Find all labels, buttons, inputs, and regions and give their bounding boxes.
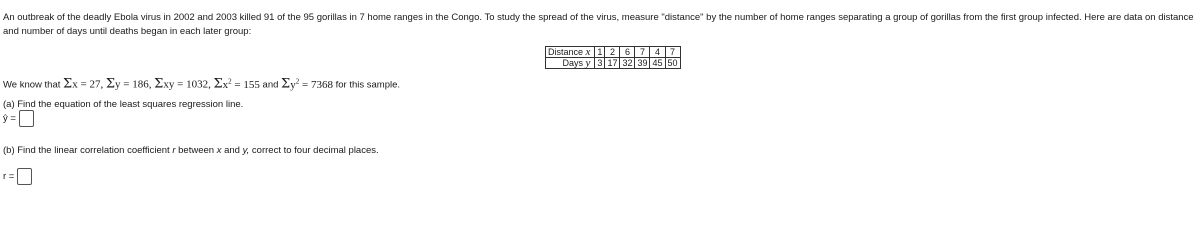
- distance-cell: 4: [650, 47, 665, 58]
- x-squared-value: = 155: [234, 78, 260, 91]
- sum-x-squared: $x^2 = 155$: [222, 77, 260, 91]
- y-squared-value: = 7368: [301, 78, 333, 91]
- y-variable: y,: [242, 145, 250, 156]
- intro-text-end: " by the number of home ranges separating a group of gorillas from the first group infected. Here are data on distance and number of days until deaths began in each later group:: [3, 12, 1194, 37]
- part-a-question: (a) Find the equation of the least squares regression line.: [3, 99, 244, 110]
- y-hat-label: ŷ =: [3, 113, 16, 124]
- intro-text-start: An outbreak of the deadly Ebola virus in 2002 and 2003 killed 91 of the 95 gorillas in 7 home ranges in the Congo. To study the spread of the virus, measure ": [3, 12, 665, 23]
- r-variable: r: [172, 145, 176, 156]
- distance-cell: 7: [665, 47, 680, 58]
- data-table: [545, 46, 681, 69]
- x-variable: x: [585, 46, 591, 58]
- distance-row: [546, 47, 681, 58]
- sigma-symbol: Σ: [281, 76, 291, 92]
- days-cell: 39: [635, 58, 650, 69]
- distance-cell: 6: [620, 47, 635, 58]
- sum-y-squared: $y^2 = 7368$: [290, 77, 333, 91]
- sums-statement: [3, 77, 400, 91]
- days-header: [546, 58, 595, 69]
- days-cell: 45: [650, 58, 665, 69]
- correlation-answer-input[interactable]: [17, 168, 32, 185]
- sum-y: y = 186,: [115, 78, 152, 91]
- part-b-between: between: [178, 145, 215, 156]
- days-cell: 3: [595, 58, 605, 69]
- and-word: and: [262, 79, 279, 91]
- days-cell: 50: [665, 58, 680, 69]
- sums-prefix: We know that: [3, 79, 61, 91]
- days-row: [546, 58, 681, 69]
- x-variable: x: [216, 145, 222, 156]
- sum-x: x = 27,: [72, 78, 104, 91]
- sigma-symbol: Σ: [105, 76, 116, 92]
- distance-cell: 1: [595, 47, 605, 58]
- days-cell: 32: [620, 58, 635, 69]
- part-b-answer-row: [3, 168, 32, 185]
- r-label: r =: [3, 171, 15, 182]
- sums-suffix: for this sample.: [335, 79, 401, 91]
- distance-cell: 7: [635, 47, 650, 58]
- distance-header: [546, 47, 595, 58]
- days-cell: 17: [605, 58, 620, 69]
- regression-answer-input[interactable]: [19, 110, 34, 127]
- distance-cell: 2: [605, 47, 620, 58]
- part-b-question: [3, 145, 379, 156]
- part-b-text-end: correct to four decimal places.: [251, 145, 379, 156]
- distance-label: Distance: [548, 47, 584, 57]
- sum-xy: xy = 1032,: [163, 78, 211, 91]
- y-variable: y: [585, 57, 591, 69]
- x-squared-var: x: [222, 78, 229, 91]
- part-b-text-start: (b) Find the linear correlation coefficient: [3, 145, 170, 156]
- days-label: Days: [562, 58, 584, 68]
- part-a-answer-row: [3, 110, 34, 127]
- sigma-symbol: Σ: [213, 76, 223, 92]
- sigma-symbol: Σ: [63, 76, 73, 92]
- sigma-symbol: Σ: [154, 76, 164, 92]
- y-squared-var: y: [290, 78, 296, 91]
- intro-distance-word: distance: [664, 12, 701, 23]
- problem-intro: [3, 11, 1195, 39]
- part-b-and: and: [224, 145, 240, 156]
